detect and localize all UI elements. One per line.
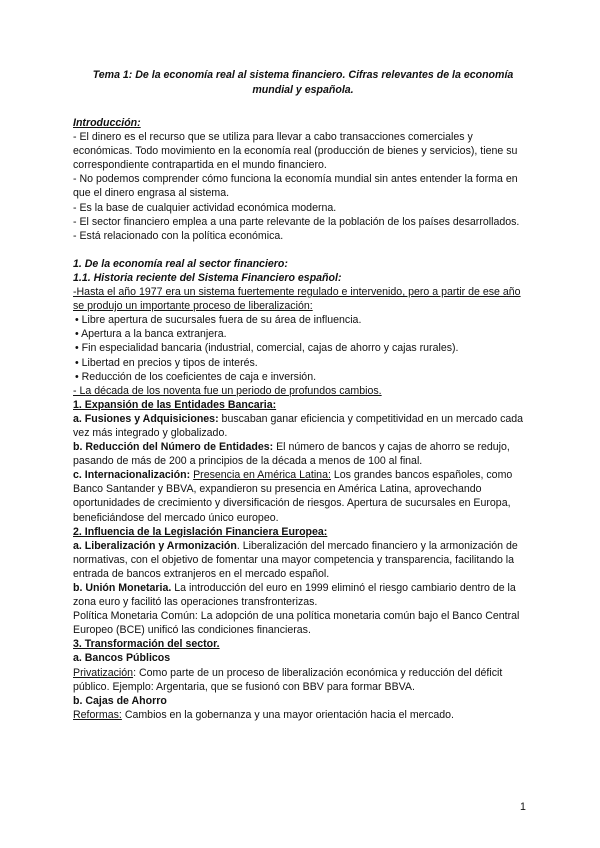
expansion-item-c <box>73 468 533 524</box>
intro-line: - El sector financiero emplea a una parte relevante de la población de los países desarrollados. <box>73 215 520 228</box>
influence-b-label: b. Unión Monetaria. <box>73 582 172 594</box>
influence-item-a <box>73 539 533 581</box>
history-bullet: • Fin especialidad bancaria (industrial, comercial, cajas de ahorro y cajas rurales). <box>75 342 459 355</box>
transformation-item-b <box>73 708 533 722</box>
intro-line: - El dinero es el recurso que se utiliza para llevar a cabo transacciones comerciales y económicas. Todo movimiento en la economía real (producción de bienes y servicios), tiene su correspondiente contrapartida en el mundo financiero. <box>73 131 518 172</box>
expansion-c-sub: Presencia en América Latina: <box>193 469 331 482</box>
expansion-b-text: El número de bancos y cajas de ahorro se redujo, pasando de más de 200 a principios de la década a menos de 100 al final. <box>73 441 510 468</box>
influence-a-text: . Liberalización del mercado financiero y la armonización de normativas, con el objetivo de fomentar una mayor competencia y transparencia, facilitando la entrada de bancos extranjeros en el mercado español. <box>73 539 518 580</box>
intro-line: - Está relacionado con la política económica. <box>73 229 284 242</box>
influence-item-b <box>73 581 533 609</box>
history-bullet: • Libre apertura de sucursales fuera de su área de influencia. <box>75 314 362 327</box>
history-intro: -Hasta el año 1977 era un sistema fuertemente regulado e intervenido, pero a partir de ese año se produjo un importante proceso de liberalización: <box>73 286 521 313</box>
transformation-b-label: b. Cajas de Ahorro <box>73 694 167 707</box>
history-bullet: • Apertura a la banca extranjera. <box>75 328 227 341</box>
history-bullet: • Reducción de los coeficientes de caja e inversión. <box>75 370 317 383</box>
expansion-b-label: b. Reducción del Número de Entidades: <box>73 441 274 454</box>
expansion-c-text: Los grandes bancos españoles, como Banco Santander y BBVA, expandieron su presencia en América Latina, aprovechando oportunidades de crecimiento y diversificación de riesgos. Apertura de sucursales en Europa, beneficiándose del mercado único europeo. <box>73 469 513 524</box>
influence-b-text: La introducción del euro en 1999 eliminó el riesgo cambiario dentro de la zona euro y facilitó las operaciones transfronterizas. <box>73 582 516 609</box>
transformation-b-text: Cambios en la gobernanza y una mayor orientación hacia el mercado. <box>121 708 455 721</box>
intro-line: - No podemos comprender cómo funciona la economía mundial sin antes entender la forma en que el dinero engrasa al sistema. <box>73 173 518 200</box>
page-number: 1 <box>520 801 526 813</box>
intro-heading: Introducción: <box>73 117 141 129</box>
expansion-heading: 1. Expansión de las Entidades Bancaria: <box>73 398 277 411</box>
section1-subheading: 1.1. Historia reciente del Sistema Financiero español: <box>73 271 342 284</box>
document-body <box>73 68 533 722</box>
transformation-b-sub: Reformas: <box>73 708 122 721</box>
section1-heading: 1. De la economía real al sector financiero: <box>73 257 288 270</box>
intro-line: - Es la base de cualquier actividad económica moderna. <box>73 201 337 214</box>
transformation-a-sub: Privatización <box>73 666 134 679</box>
transformation-heading: 3. Transformación del sector. <box>73 638 220 651</box>
expansion-a-label: a. Fusiones y Adquisiciones: <box>73 412 219 425</box>
expansion-a-text: buscaban ganar eficiencia y competitividad en un mercado cada vez más integrado y globalizado. <box>73 412 524 439</box>
influence-a-label: a. Liberalización y Armonización <box>73 539 237 552</box>
history-bullet: • Libertad en precios y tipos de interés. <box>75 356 258 369</box>
nineties-note: - La década de los noventa fue un periodo de profundos cambios. <box>73 384 382 397</box>
transformation-a-label: a. Bancos Públicos <box>73 652 171 665</box>
document-title: Tema 1: De la economía real al sistema financiero. Cifras relevantes de la economía mundial y española. <box>92 69 514 96</box>
transformation-item-a <box>73 666 533 694</box>
transformation-a-text: : Como parte de un proceso de liberalización económica y reducción del déficit público. Ejemplo: Argentaria, que se fusionó con BBV para formar BBVA. <box>73 666 503 693</box>
expansion-item-a <box>73 412 533 440</box>
expansion-item-b <box>73 440 533 468</box>
expansion-c-label: c. Internacionalización: <box>73 469 191 482</box>
influence-policy: Política Monetaria Común: La adopción de una política monetaria común bajo el Banco Central Europeo (BCE) unificó las condiciones financieras. <box>73 610 520 637</box>
influence-heading: 2. Influencia de la Legislación Financiera Europea: <box>73 525 328 538</box>
